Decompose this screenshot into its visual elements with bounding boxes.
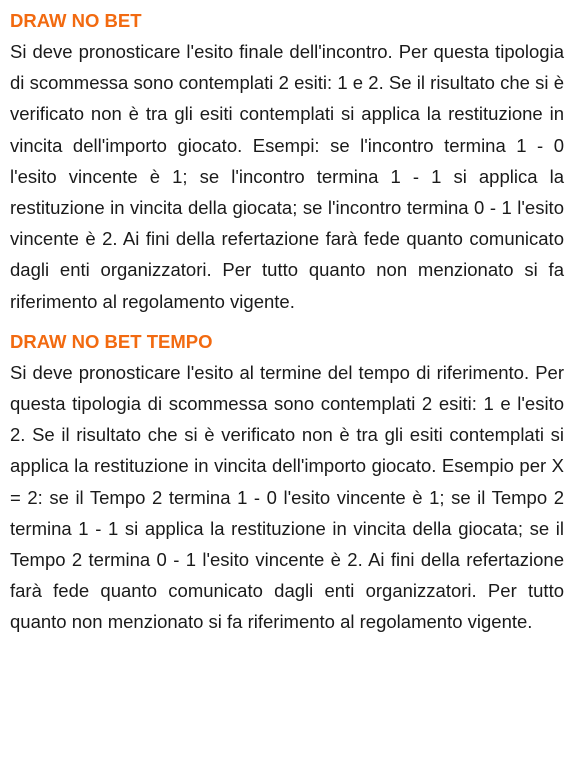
section-title: DRAW NO BET TEMPO — [10, 330, 213, 352]
section-description: Si deve pronosticare l'esito al termine del tempo di riferimento. Per questa tipologia di scommessa sono contemplati 2 esiti: 1 e l'esito 2. Se il risultato che si è verificato non è tra gli esiti contemplati si applica la restituzione in vincita dell'importo giocato. Esempio per X = 2: se il Tempo 2 termina 1 - 0 l'esito vincente è 1; se il Tempo 2 termina 1 - 1 si applica la restituzione in vincita della giocata; se il Tempo 2 termina 0 - 1 l'esito vincente è 2. Ai fini della refertazione farà fede quanto comunicato dagli enti organizzatori. Per tutto quanto non menzionato si fa riferimento al regolamento vigente. — [10, 361, 564, 633]
section-draw-no-bet-tempo — [10, 327, 564, 638]
section-description: Si deve pronosticare l'esito finale dell'incontro. Per questa tipologia di scommessa sono contemplati 2 esiti: 1 e 2. Se il risultato che si è verificato non è tra gli esiti contemplati si applica la restituzione in vincita dell'importo giocato. Esempi: se l'incontro termina 1 - 0 l'esito vincente è 1; se l'incontro termina 1 - 1 si applica la restituzione in vincita della giocata; se l'incontro termina 0 - 1 l'esito vincente è 2. Ai fini della refertazione farà fede quanto comunicato dagli enti organizzatori. Per tutto quanto non menzionato si fa riferimento al regolamento vigente. — [10, 41, 564, 312]
section-draw-no-bet — [10, 6, 564, 317]
section-title: DRAW NO BET — [10, 10, 142, 31]
